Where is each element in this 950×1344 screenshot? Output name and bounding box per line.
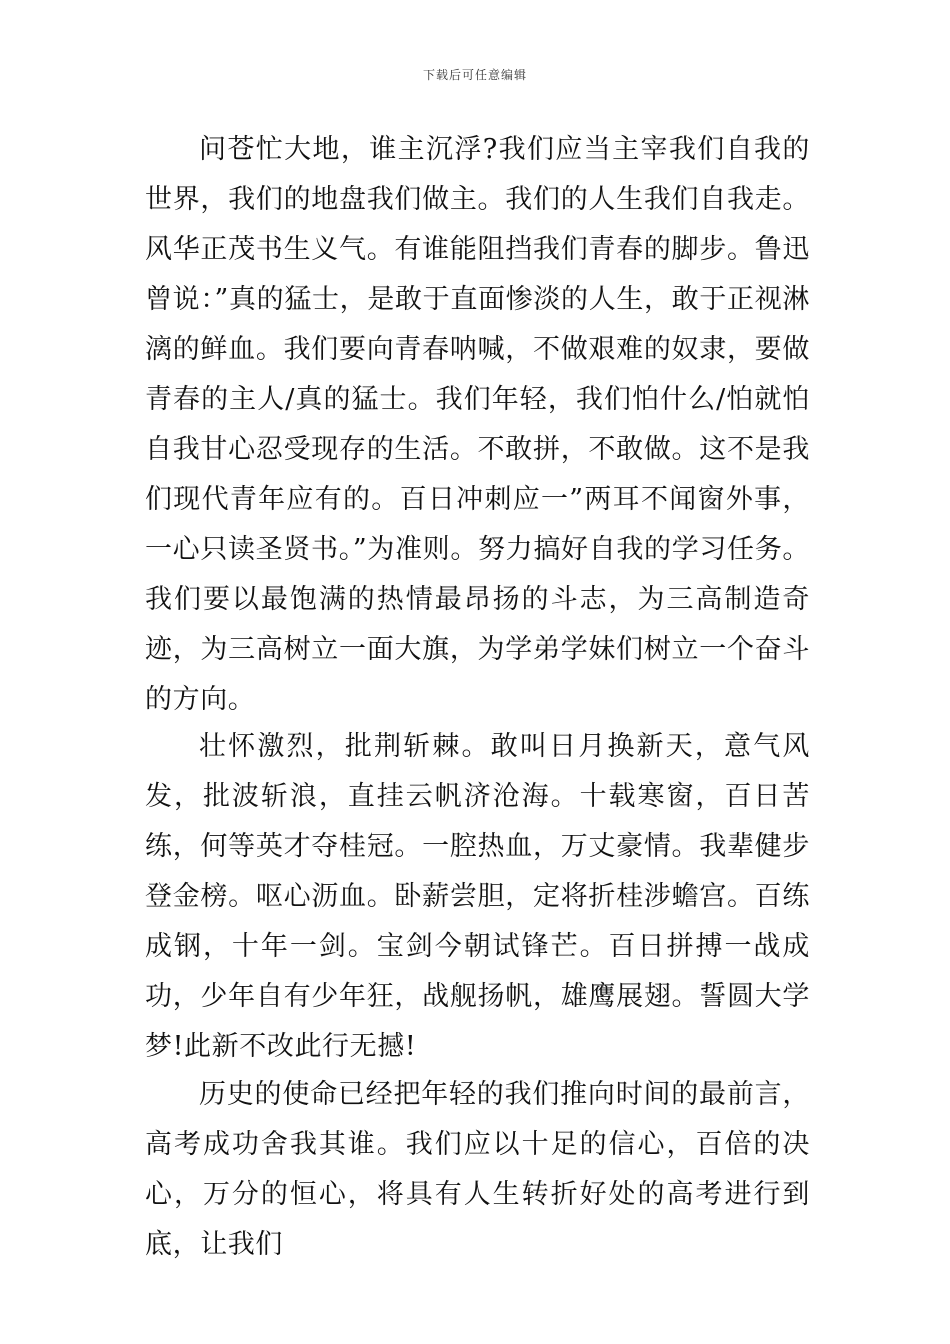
paragraph-2: 壮怀激烈，批荆斩棘。敢叫日月换新天，意气风发，批波斩浪，直挂云帆济沧海。十载寒窗，百日苦练，何等英才夺桂冠。一腔热血，万丈豪情。我辈健步登金榜。呕心沥血。卧薪尝胆，定将折桂涉蟾宫。百练成钢，十年一剑。宝剑今朝试锋芒。百日拼搏一战成功，少年自有少年狂，战舰扬帆，雄鹰展翅。誓圆大学梦!此新不改此行无撼! xyxy=(145,731,810,1062)
paragraph-3: 历史的使命已经把年轻的我们推向时间的最前言，高考成功舍我其谁。我们应以十足的信心，百倍的决心，万分的恒心，将具有人生转折好处的高考进行到底，让我们 xyxy=(145,1079,810,1260)
paragraph-1: 问苍忙大地，谁主沉浮?我们应当主宰我们自我的世界，我们的地盘我们做主。我们的人生我们自我走。风华正茂书生义气。有谁能阻挡我们青春的脚步。鲁迅曾说：”真的猛士，是敢于直面惨淡的人生，敢于正视淋漓的鲜血。我们要向青春呐喊，不做艰难的奴隶，要做青春的主人/真的猛士。我们年轻，我们怕什么/怕就怕自我甘心忍受现存的生活。不敢拼，不敢做。这不是我们现代青年应有的。百日冲刺应一”两耳不闻窗外事，一心只读圣贤书。”为准则。努力搞好自我的学习任务。我们要以最饱满的热情最昂扬的斗志，为三高制造奇迹，为三高树立一面大旗，为学弟学妹们树立一个奋斗的方向。 xyxy=(145,134,810,715)
page-header: 下载后可任意编辑 xyxy=(422,68,527,82)
